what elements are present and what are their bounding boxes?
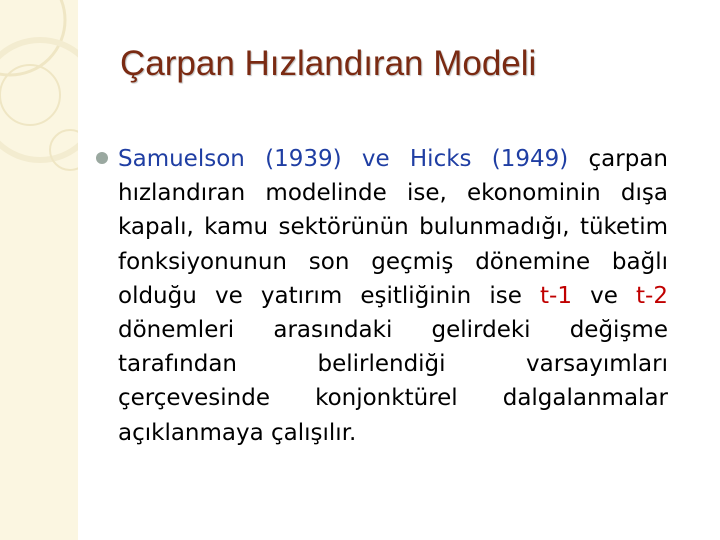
bullet-icon — [96, 152, 108, 164]
term-t2: t-2 — [636, 282, 668, 309]
decorative-sidebar — [0, 0, 78, 540]
paragraph-text-1: çarpan hızlandıran modelinde ise, ekonominin dışa kapalı, kamu sektörünün bulunmadığı, tüketim fonksiyonunun son geçmiş dönemine bağlı olduğu ve yatırım eşitliğinin ise — [118, 146, 668, 309]
decorative-circles-graphic — [0, 0, 78, 540]
term-t1: t-1 — [540, 282, 572, 309]
bullet-paragraph — [118, 142, 668, 450]
paragraph-text-3: dönemleri arasındaki gelirdeki değişme tarafından belirlendiği varsayımları çerçevesinde konjonktürel dalgalanmalar açıklanmaya çalışılır. — [118, 317, 668, 446]
paragraph-text-2: ve — [571, 282, 637, 309]
authors-highlight: Samuelson (1939) ve Hicks (1949) — [118, 146, 569, 172]
slide-title: Çarpan Hızlandıran Modeli — [120, 44, 537, 83]
